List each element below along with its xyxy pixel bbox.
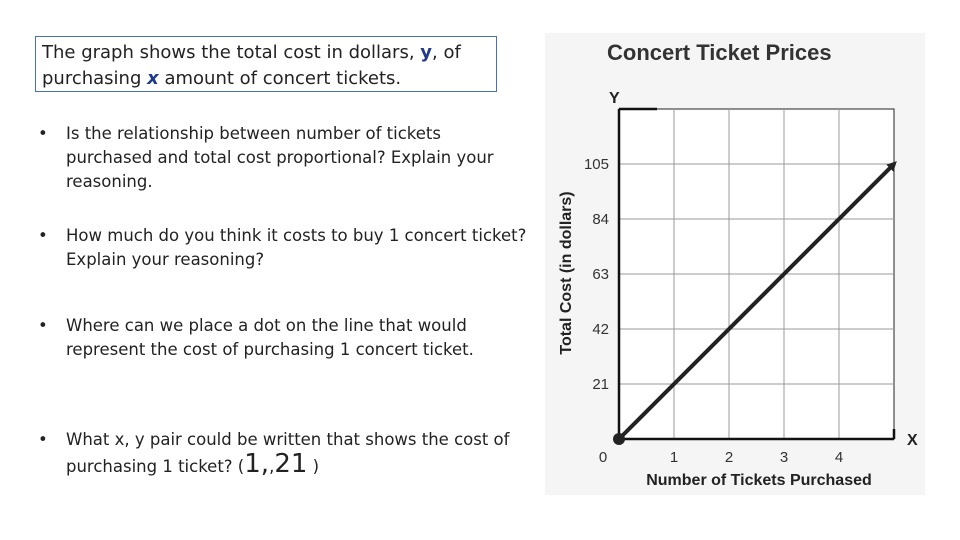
- answer-y: 21: [274, 449, 308, 479]
- chart-title: Concert Ticket Prices: [607, 40, 832, 65]
- question-item: [38, 224, 528, 272]
- question-text-main: What x, y pair could be written that shows the cost of purchasing 1 ticket? (: [66, 430, 510, 476]
- y-axis-letter: Y: [609, 90, 620, 107]
- x-tick-label: 3: [779, 449, 789, 466]
- bullet-marker: •: [38, 430, 48, 449]
- y-tick-label: 42: [592, 321, 609, 338]
- x-tick-label: 1: [669, 449, 679, 466]
- y-tick-label: 84: [592, 211, 609, 228]
- intro-part1: The graph shows the total cost in dollars,: [42, 42, 421, 63]
- question-item: [38, 428, 528, 479]
- answer-close: ): [312, 457, 320, 476]
- intro-part2: , of purchasing: [42, 42, 461, 89]
- x-tick-label: 4: [834, 449, 844, 466]
- intro-part3: amount of concert tickets.: [158, 68, 402, 89]
- intro-text-box: [35, 36, 497, 92]
- question-text: Is the relationship between number of tickets purchased and total cost proportional? Explain your reasoning.: [66, 124, 494, 191]
- x-axis-letter: X: [907, 432, 918, 449]
- bullet-marker: •: [38, 316, 48, 335]
- x-axis-label: Number of Tickets Purchased: [646, 472, 872, 489]
- question-text: [66, 428, 528, 479]
- bullet-marker: •: [38, 226, 48, 245]
- intro-var-x: x: [147, 68, 159, 89]
- y-tick-label: 21: [592, 376, 609, 393]
- question-text: Where can we place a dot on the line that would represent the cost of purchasing 1 concert ticket.: [66, 316, 474, 359]
- bullet-marker: •: [38, 124, 48, 143]
- intro-var-y: y: [420, 42, 432, 63]
- answer-x: 1,: [244, 449, 270, 479]
- question-item: [38, 122, 528, 194]
- question-item: [38, 314, 528, 362]
- x-tick-label: 0: [598, 449, 608, 466]
- data-point: [613, 433, 625, 445]
- answer-separator: ,: [269, 457, 275, 476]
- y-tick-label: 63: [592, 266, 609, 283]
- concert-ticket-chart: [545, 33, 925, 495]
- chart-panel: [545, 33, 925, 495]
- y-tick-label: 105: [583, 156, 609, 173]
- x-tick-label: 2: [724, 449, 734, 466]
- y-axis-label: Total Cost (in dollars): [558, 191, 575, 355]
- question-text: How much do you think it costs to buy 1 concert ticket? Explain your reasoning?: [66, 226, 527, 269]
